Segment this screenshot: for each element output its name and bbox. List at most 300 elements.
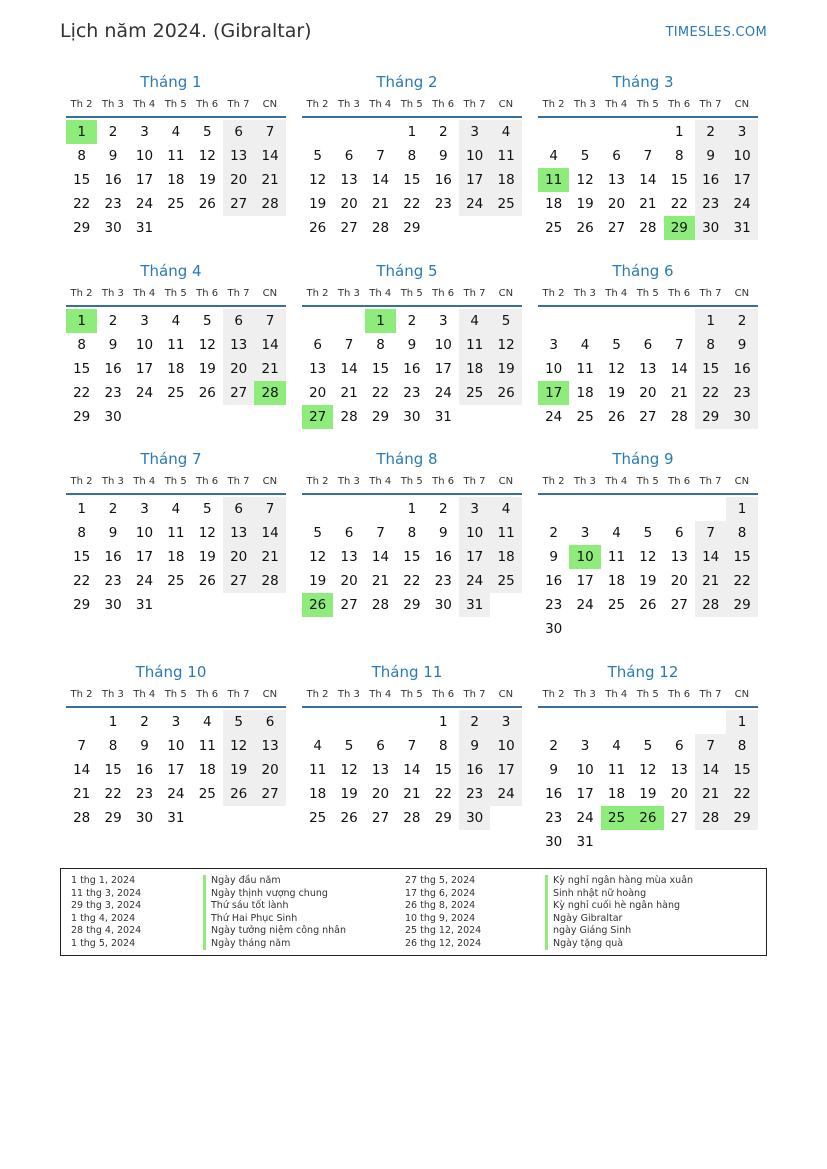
day-cell[interactable]: 16: [459, 758, 490, 782]
day-cell[interactable]: 22: [371, 385, 390, 401]
day-cell[interactable]: 18: [607, 786, 626, 802]
day-cell[interactable]: 21: [371, 573, 390, 589]
day-cell[interactable]: 19: [639, 573, 657, 589]
day-cell[interactable]: 29: [403, 220, 421, 236]
day-cell[interactable]: 2: [549, 525, 558, 541]
day-cell[interactable]: 24: [545, 409, 563, 425]
day-cell[interactable]: 17: [434, 361, 452, 377]
day-cell[interactable]: 14: [340, 361, 358, 377]
day-cell[interactable]: 2: [549, 738, 558, 754]
day-cell[interactable]: 22: [73, 196, 91, 212]
day-cell[interactable]: 14: [695, 758, 726, 782]
day-cell[interactable]: 28: [254, 192, 285, 216]
holiday-day-cell[interactable]: 1: [66, 120, 97, 144]
day-cell[interactable]: 17: [459, 168, 490, 192]
day-cell[interactable]: 2: [695, 120, 726, 144]
day-cell[interactable]: 17: [135, 361, 154, 377]
day-cell[interactable]: 4: [490, 120, 521, 144]
day-cell[interactable]: 30: [403, 409, 421, 425]
day-cell[interactable]: 22: [726, 782, 757, 806]
day-cell[interactable]: 3: [490, 710, 521, 734]
day-cell[interactable]: 21: [403, 786, 421, 802]
day-cell[interactable]: 27: [223, 381, 254, 405]
day-cell[interactable]: 23: [545, 810, 563, 826]
day-cell[interactable]: 19: [309, 196, 327, 212]
day-cell[interactable]: 29: [371, 409, 390, 425]
day-cell[interactable]: 29: [403, 597, 421, 613]
day-cell[interactable]: 19: [607, 385, 626, 401]
day-cell[interactable]: 5: [202, 124, 212, 140]
day-cell[interactable]: 13: [309, 361, 327, 377]
day-cell[interactable]: 11: [198, 738, 216, 754]
day-cell[interactable]: 9: [407, 337, 417, 353]
day-cell[interactable]: 31: [135, 220, 154, 236]
day-cell[interactable]: 26: [607, 409, 626, 425]
day-cell[interactable]: 16: [135, 762, 154, 778]
day-cell[interactable]: 10: [545, 361, 563, 377]
day-cell[interactable]: 15: [403, 549, 421, 565]
day-cell[interactable]: 14: [670, 361, 688, 377]
day-cell[interactable]: 29: [726, 806, 757, 830]
day-cell[interactable]: 10: [135, 148, 154, 164]
day-cell[interactable]: 16: [545, 573, 563, 589]
day-cell[interactable]: 26: [340, 810, 358, 826]
day-cell[interactable]: 27: [223, 192, 254, 216]
day-cell[interactable]: 11: [167, 525, 185, 541]
day-cell[interactable]: 4: [549, 148, 558, 164]
day-cell[interactable]: 8: [695, 333, 726, 357]
day-cell[interactable]: 31: [576, 834, 594, 850]
day-cell[interactable]: 9: [108, 525, 118, 541]
day-cell[interactable]: 14: [254, 333, 285, 357]
day-cell[interactable]: 3: [459, 120, 490, 144]
day-cell[interactable]: 25: [459, 381, 490, 405]
day-cell[interactable]: 3: [459, 497, 490, 521]
day-cell[interactable]: 17: [726, 168, 757, 192]
day-cell[interactable]: 9: [695, 144, 726, 168]
day-cell[interactable]: 19: [198, 361, 216, 377]
day-cell[interactable]: 7: [254, 497, 285, 521]
day-cell[interactable]: 12: [223, 734, 254, 758]
day-cell[interactable]: 24: [459, 569, 490, 593]
day-cell[interactable]: 7: [643, 148, 653, 164]
day-cell[interactable]: 10: [167, 738, 185, 754]
day-cell[interactable]: 21: [695, 569, 726, 593]
day-cell[interactable]: 12: [607, 361, 626, 377]
day-cell[interactable]: 19: [340, 786, 358, 802]
day-cell[interactable]: 18: [167, 549, 185, 565]
day-cell[interactable]: 28: [670, 409, 688, 425]
day-cell[interactable]: 22: [403, 196, 421, 212]
day-cell[interactable]: 20: [223, 168, 254, 192]
day-cell[interactable]: 3: [580, 525, 590, 541]
day-cell[interactable]: 29: [73, 597, 91, 613]
day-cell[interactable]: 4: [580, 337, 590, 353]
day-cell[interactable]: 31: [434, 409, 452, 425]
day-cell[interactable]: 7: [77, 738, 86, 754]
day-cell[interactable]: 20: [607, 196, 626, 212]
day-cell[interactable]: 30: [695, 216, 726, 240]
day-cell[interactable]: 6: [612, 148, 621, 164]
day-cell[interactable]: 18: [490, 545, 521, 569]
holiday-day-cell[interactable]: 29: [664, 216, 695, 240]
day-cell[interactable]: 13: [371, 762, 390, 778]
day-cell[interactable]: 26: [490, 381, 521, 405]
day-cell[interactable]: 21: [254, 357, 285, 381]
day-cell[interactable]: 8: [77, 337, 86, 353]
day-cell[interactable]: 26: [198, 196, 216, 212]
day-cell[interactable]: 30: [434, 597, 452, 613]
day-cell[interactable]: 5: [490, 309, 521, 333]
day-cell[interactable]: 4: [171, 501, 181, 517]
day-cell[interactable]: 29: [695, 405, 726, 429]
day-cell[interactable]: 16: [104, 361, 122, 377]
day-cell[interactable]: 27: [340, 220, 358, 236]
day-cell[interactable]: 1: [108, 714, 118, 730]
day-cell[interactable]: 31: [459, 593, 490, 617]
day-cell[interactable]: 13: [223, 333, 254, 357]
day-cell[interactable]: 11: [167, 148, 185, 164]
day-cell[interactable]: 22: [695, 381, 726, 405]
day-cell[interactable]: 1: [674, 124, 684, 140]
day-cell[interactable]: 22: [670, 196, 688, 212]
day-cell[interactable]: 5: [612, 337, 621, 353]
brand-logo[interactable]: TIMESLES.COM: [665, 25, 767, 40]
day-cell[interactable]: 15: [434, 762, 452, 778]
day-cell[interactable]: 7: [344, 337, 354, 353]
day-cell[interactable]: 4: [612, 525, 621, 541]
day-cell[interactable]: 28: [254, 569, 285, 593]
day-cell[interactable]: 23: [104, 385, 122, 401]
day-cell[interactable]: 6: [376, 738, 385, 754]
day-cell[interactable]: 10: [459, 521, 490, 545]
day-cell[interactable]: 19: [223, 758, 254, 782]
day-cell[interactable]: 21: [695, 782, 726, 806]
day-cell[interactable]: 15: [726, 545, 757, 569]
day-cell[interactable]: 12: [639, 549, 657, 565]
day-cell[interactable]: 24: [434, 385, 452, 401]
day-cell[interactable]: 24: [576, 810, 594, 826]
day-cell[interactable]: 24: [490, 782, 521, 806]
day-cell[interactable]: 27: [639, 409, 657, 425]
day-cell[interactable]: 25: [309, 810, 327, 826]
day-cell[interactable]: 2: [108, 124, 118, 140]
day-cell[interactable]: 6: [223, 120, 254, 144]
day-cell[interactable]: 22: [726, 569, 757, 593]
day-cell[interactable]: 4: [612, 738, 621, 754]
day-cell[interactable]: 26: [223, 782, 254, 806]
day-cell[interactable]: 18: [490, 168, 521, 192]
day-cell[interactable]: 27: [223, 569, 254, 593]
day-cell[interactable]: 8: [77, 525, 86, 541]
day-cell[interactable]: 8: [407, 148, 417, 164]
day-cell[interactable]: 30: [545, 621, 563, 637]
day-cell[interactable]: 10: [434, 337, 452, 353]
day-cell[interactable]: 5: [223, 710, 254, 734]
day-cell[interactable]: 2: [140, 714, 149, 730]
day-cell[interactable]: 25: [545, 220, 563, 236]
day-cell[interactable]: 16: [695, 168, 726, 192]
day-cell[interactable]: 17: [135, 549, 154, 565]
day-cell[interactable]: 17: [490, 758, 521, 782]
day-cell[interactable]: 27: [670, 597, 688, 613]
day-cell[interactable]: 12: [309, 172, 327, 188]
day-cell[interactable]: 3: [140, 313, 149, 329]
day-cell[interactable]: 7: [674, 337, 684, 353]
day-cell[interactable]: 27: [371, 810, 390, 826]
day-cell[interactable]: 11: [490, 144, 521, 168]
day-cell[interactable]: 7: [695, 521, 726, 545]
day-cell[interactable]: 20: [254, 758, 285, 782]
day-cell[interactable]: 24: [135, 573, 154, 589]
day-cell[interactable]: 23: [403, 385, 421, 401]
day-cell[interactable]: 31: [167, 810, 185, 826]
day-cell[interactable]: 3: [140, 124, 149, 140]
day-cell[interactable]: 20: [223, 545, 254, 569]
day-cell[interactable]: 3: [549, 337, 558, 353]
day-cell[interactable]: 9: [549, 762, 558, 778]
day-cell[interactable]: 28: [371, 597, 390, 613]
day-cell[interactable]: 30: [459, 806, 490, 830]
day-cell[interactable]: 23: [459, 782, 490, 806]
day-cell[interactable]: 25: [198, 786, 216, 802]
day-cell[interactable]: 3: [171, 714, 181, 730]
day-cell[interactable]: 2: [108, 501, 118, 517]
day-cell[interactable]: 28: [340, 409, 358, 425]
day-cell[interactable]: 16: [434, 172, 452, 188]
day-cell[interactable]: 10: [490, 734, 521, 758]
day-cell[interactable]: 6: [254, 710, 285, 734]
day-cell[interactable]: 8: [77, 148, 86, 164]
day-cell[interactable]: 15: [695, 357, 726, 381]
day-cell[interactable]: 8: [407, 525, 417, 541]
day-cell[interactable]: 19: [309, 573, 327, 589]
day-cell[interactable]: 5: [643, 525, 653, 541]
day-cell[interactable]: 9: [438, 525, 448, 541]
day-cell[interactable]: 12: [198, 148, 216, 164]
day-cell[interactable]: 8: [438, 738, 448, 754]
day-cell[interactable]: 20: [340, 573, 358, 589]
day-cell[interactable]: 18: [167, 361, 185, 377]
day-cell[interactable]: 18: [167, 172, 185, 188]
holiday-day-cell[interactable]: 1: [66, 309, 97, 333]
day-cell[interactable]: 6: [674, 738, 684, 754]
day-cell[interactable]: 15: [403, 172, 421, 188]
day-cell[interactable]: 1: [407, 501, 417, 517]
day-cell[interactable]: 22: [73, 573, 91, 589]
day-cell[interactable]: 22: [403, 573, 421, 589]
holiday-day-cell[interactable]: 26: [632, 806, 663, 830]
day-cell[interactable]: 10: [576, 762, 594, 778]
day-cell[interactable]: 16: [104, 172, 122, 188]
day-cell[interactable]: 31: [135, 597, 154, 613]
day-cell[interactable]: 10: [726, 144, 757, 168]
day-cell[interactable]: 13: [340, 549, 358, 565]
day-cell[interactable]: 18: [198, 762, 216, 778]
day-cell[interactable]: 5: [643, 738, 653, 754]
day-cell[interactable]: 28: [695, 593, 726, 617]
day-cell[interactable]: 6: [643, 337, 653, 353]
day-cell[interactable]: 23: [695, 192, 726, 216]
day-cell[interactable]: 11: [490, 521, 521, 545]
day-cell[interactable]: 1: [438, 714, 448, 730]
day-cell[interactable]: 24: [459, 192, 490, 216]
day-cell[interactable]: 29: [73, 409, 91, 425]
day-cell[interactable]: 8: [726, 734, 757, 758]
day-cell[interactable]: 18: [459, 357, 490, 381]
day-cell[interactable]: 5: [202, 501, 212, 517]
day-cell[interactable]: 15: [73, 172, 91, 188]
day-cell[interactable]: 24: [576, 597, 594, 613]
day-cell[interactable]: 4: [202, 714, 212, 730]
day-cell[interactable]: 15: [73, 549, 91, 565]
day-cell[interactable]: 11: [607, 762, 626, 778]
day-cell[interactable]: 27: [670, 810, 688, 826]
day-cell[interactable]: 22: [73, 385, 91, 401]
day-cell[interactable]: 20: [371, 786, 390, 802]
day-cell[interactable]: 13: [254, 734, 285, 758]
holiday-day-cell[interactable]: 1: [365, 309, 396, 333]
day-cell[interactable]: 5: [313, 525, 322, 541]
day-cell[interactable]: 17: [576, 573, 594, 589]
day-cell[interactable]: 26: [198, 385, 216, 401]
day-cell[interactable]: 9: [108, 148, 118, 164]
day-cell[interactable]: 6: [223, 497, 254, 521]
day-cell[interactable]: 3: [580, 738, 590, 754]
day-cell[interactable]: 16: [434, 549, 452, 565]
day-cell[interactable]: 22: [434, 786, 452, 802]
day-cell[interactable]: 30: [104, 409, 122, 425]
day-cell[interactable]: 14: [254, 144, 285, 168]
day-cell[interactable]: 2: [459, 710, 490, 734]
day-cell[interactable]: 7: [376, 148, 385, 164]
day-cell[interactable]: 5: [313, 148, 322, 164]
day-cell[interactable]: 20: [223, 357, 254, 381]
day-cell[interactable]: 14: [371, 172, 390, 188]
day-cell[interactable]: 21: [254, 545, 285, 569]
day-cell[interactable]: 1: [77, 501, 86, 517]
day-cell[interactable]: 1: [726, 710, 757, 734]
day-cell[interactable]: 2: [726, 309, 757, 333]
day-cell[interactable]: 30: [726, 405, 757, 429]
day-cell[interactable]: 6: [344, 148, 354, 164]
day-cell[interactable]: 23: [726, 381, 757, 405]
day-cell[interactable]: 21: [340, 385, 358, 401]
day-cell[interactable]: 26: [639, 597, 657, 613]
day-cell[interactable]: 25: [576, 409, 594, 425]
day-cell[interactable]: 8: [726, 521, 757, 545]
day-cell[interactable]: 23: [545, 597, 563, 613]
day-cell[interactable]: 24: [135, 196, 154, 212]
day-cell[interactable]: 10: [135, 337, 154, 353]
day-cell[interactable]: 12: [198, 525, 216, 541]
day-cell[interactable]: 14: [254, 521, 285, 545]
day-cell[interactable]: 14: [73, 762, 91, 778]
day-cell[interactable]: 19: [576, 196, 594, 212]
day-cell[interactable]: 6: [313, 337, 322, 353]
day-cell[interactable]: 13: [670, 762, 688, 778]
day-cell[interactable]: 9: [140, 738, 149, 754]
day-cell[interactable]: 30: [104, 597, 122, 613]
day-cell[interactable]: 14: [695, 545, 726, 569]
day-cell[interactable]: 6: [674, 525, 684, 541]
day-cell[interactable]: 11: [576, 361, 594, 377]
day-cell[interactable]: 10: [135, 525, 154, 541]
day-cell[interactable]: 25: [490, 192, 521, 216]
day-cell[interactable]: 5: [344, 738, 354, 754]
day-cell[interactable]: 7: [376, 525, 385, 541]
day-cell[interactable]: 12: [639, 762, 657, 778]
day-cell[interactable]: 29: [434, 810, 452, 826]
day-cell[interactable]: 9: [726, 333, 757, 357]
day-cell[interactable]: 9: [549, 549, 558, 565]
day-cell[interactable]: 16: [403, 361, 421, 377]
day-cell[interactable]: 4: [171, 124, 181, 140]
day-cell[interactable]: 29: [104, 810, 122, 826]
day-cell[interactable]: 30: [135, 810, 154, 826]
day-cell[interactable]: 14: [371, 549, 390, 565]
day-cell[interactable]: 12: [576, 172, 594, 188]
day-cell[interactable]: 9: [108, 337, 118, 353]
day-cell[interactable]: 19: [198, 549, 216, 565]
day-cell[interactable]: 12: [340, 762, 358, 778]
day-cell[interactable]: 7: [254, 309, 285, 333]
day-cell[interactable]: 12: [198, 337, 216, 353]
day-cell[interactable]: 24: [135, 385, 154, 401]
day-cell[interactable]: 3: [140, 501, 149, 517]
day-cell[interactable]: 21: [670, 385, 688, 401]
day-cell[interactable]: 1: [407, 124, 417, 140]
day-cell[interactable]: 25: [607, 597, 626, 613]
day-cell[interactable]: 19: [490, 357, 521, 381]
day-cell[interactable]: 10: [459, 144, 490, 168]
day-cell[interactable]: 8: [376, 337, 385, 353]
day-cell[interactable]: 25: [490, 569, 521, 593]
day-cell[interactable]: 3: [726, 120, 757, 144]
day-cell[interactable]: 20: [670, 573, 688, 589]
day-cell[interactable]: 1: [726, 497, 757, 521]
day-cell[interactable]: 5: [202, 313, 212, 329]
day-cell[interactable]: 12: [309, 549, 327, 565]
day-cell[interactable]: 1: [695, 309, 726, 333]
day-cell[interactable]: 20: [309, 385, 327, 401]
day-cell[interactable]: 13: [340, 172, 358, 188]
day-cell[interactable]: 23: [434, 573, 452, 589]
day-cell[interactable]: 3: [438, 313, 448, 329]
day-cell[interactable]: 21: [639, 196, 657, 212]
day-cell[interactable]: 11: [309, 762, 327, 778]
day-cell[interactable]: 2: [438, 124, 448, 140]
day-cell[interactable]: 16: [104, 549, 122, 565]
day-cell[interactable]: 28: [371, 220, 390, 236]
day-cell[interactable]: 4: [459, 309, 490, 333]
holiday-day-cell[interactable]: 26: [302, 593, 333, 617]
day-cell[interactable]: 2: [108, 313, 118, 329]
day-cell[interactable]: 6: [223, 309, 254, 333]
day-cell[interactable]: 26: [576, 220, 594, 236]
day-cell[interactable]: 28: [403, 810, 421, 826]
day-cell[interactable]: 15: [371, 361, 390, 377]
day-cell[interactable]: 14: [639, 172, 657, 188]
day-cell[interactable]: 24: [726, 192, 757, 216]
day-cell[interactable]: 11: [459, 333, 490, 357]
day-cell[interactable]: 11: [607, 549, 626, 565]
day-cell[interactable]: 17: [459, 545, 490, 569]
day-cell[interactable]: 23: [104, 196, 122, 212]
day-cell[interactable]: 15: [726, 758, 757, 782]
day-cell[interactable]: 27: [607, 220, 626, 236]
day-cell[interactable]: 17: [576, 786, 594, 802]
